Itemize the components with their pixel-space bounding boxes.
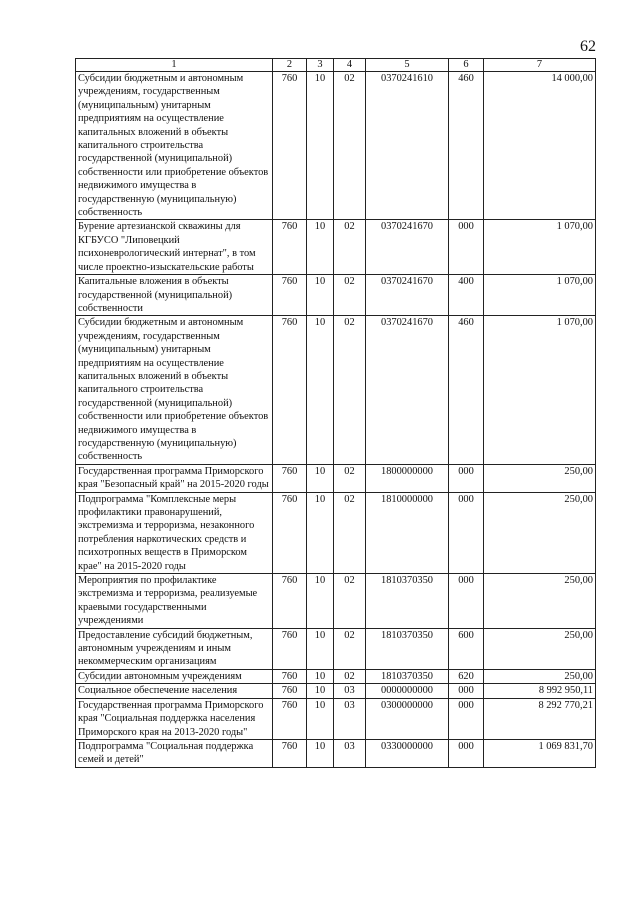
row-amount: 250,00 bbox=[484, 464, 596, 492]
row-amount: 1 070,00 bbox=[484, 316, 596, 464]
row-code-expense-type: 620 bbox=[449, 669, 484, 683]
row-name: Мероприятия по профилактике экстремизма и терроризма, реализуемые краевыми государственными учреждениями bbox=[76, 574, 273, 629]
row-code-ministry: 760 bbox=[273, 684, 307, 698]
row-code-section: 10 bbox=[307, 684, 334, 698]
row-amount: 1 069 831,70 bbox=[484, 739, 596, 767]
row-code-section: 10 bbox=[307, 739, 334, 767]
row-amount: 1 070,00 bbox=[484, 220, 596, 275]
row-code-article: 0370241670 bbox=[366, 316, 449, 464]
row-code-expense-type: 000 bbox=[449, 574, 484, 629]
row-code-section: 10 bbox=[307, 464, 334, 492]
row-name: Подпрограмма "Социальная поддержка семей и детей" bbox=[76, 739, 273, 767]
row-name: Подпрограмма "Комплексные меры профилактики правонарушений, экстремизма и терроризма, незаконного потребления наркотических средств и психотропных веществ в Приморском крае" на 2015-2020 годы bbox=[76, 492, 273, 573]
row-amount: 250,00 bbox=[484, 669, 596, 683]
row-code-expense-type: 000 bbox=[449, 739, 484, 767]
row-code-article: 1810370350 bbox=[366, 669, 449, 683]
table-row bbox=[76, 316, 596, 464]
row-code-article: 0330000000 bbox=[366, 739, 449, 767]
row-code-expense-type: 460 bbox=[449, 316, 484, 464]
row-code-expense-type: 460 bbox=[449, 72, 484, 220]
row-name: Бурение артезианской скважины для КГБУСО "Липовецкий психоневрологический интернат", в том числе проектно-изыскательские работы bbox=[76, 220, 273, 275]
row-code-section: 10 bbox=[307, 275, 334, 316]
table-row bbox=[76, 739, 596, 767]
row-code-section: 10 bbox=[307, 628, 334, 669]
row-name: Субсидии бюджетным и автономным учреждениям, государственным (муниципальным) унитарным предприятиям на осуществление капитальных вложений в объекты капитального строительства государственной (муниципальной) собственности или приобретение объектов недвижимого имущества в государственную (муниципальную) собственность bbox=[76, 72, 273, 220]
row-code-article: 0370241610 bbox=[366, 72, 449, 220]
table-row bbox=[76, 669, 596, 683]
row-code-article: 1800000000 bbox=[366, 464, 449, 492]
row-code-article: 0300000000 bbox=[366, 698, 449, 739]
row-name: Предоставление субсидий бюджетным, автономным учреждениям и иным некоммерческим организациям bbox=[76, 628, 273, 669]
table-row bbox=[76, 698, 596, 739]
row-code-section: 10 bbox=[307, 316, 334, 464]
row-name: Социальное обеспечение населения bbox=[76, 684, 273, 698]
column-header: 1 bbox=[76, 59, 273, 72]
row-code-expense-type: 600 bbox=[449, 628, 484, 669]
row-code-article: 1810000000 bbox=[366, 492, 449, 573]
row-code-subsection: 02 bbox=[334, 628, 366, 669]
column-header: 2 bbox=[273, 59, 307, 72]
table-row bbox=[76, 72, 596, 220]
row-code-subsection: 02 bbox=[334, 316, 366, 464]
row-code-article: 0000000000 bbox=[366, 684, 449, 698]
row-code-subsection: 02 bbox=[334, 492, 366, 573]
row-code-subsection: 03 bbox=[334, 739, 366, 767]
row-code-subsection: 02 bbox=[334, 275, 366, 316]
row-code-expense-type: 000 bbox=[449, 684, 484, 698]
row-code-article: 1810370350 bbox=[366, 574, 449, 629]
row-code-expense-type: 000 bbox=[449, 464, 484, 492]
row-code-ministry: 760 bbox=[273, 220, 307, 275]
row-amount: 250,00 bbox=[484, 492, 596, 573]
row-code-section: 10 bbox=[307, 72, 334, 220]
row-code-ministry: 760 bbox=[273, 316, 307, 464]
row-code-section: 10 bbox=[307, 669, 334, 683]
row-code-ministry: 760 bbox=[273, 739, 307, 767]
row-code-ministry: 760 bbox=[273, 669, 307, 683]
row-code-section: 10 bbox=[307, 220, 334, 275]
row-amount: 14 000,00 bbox=[484, 72, 596, 220]
row-code-subsection: 02 bbox=[334, 220, 366, 275]
row-amount: 250,00 bbox=[484, 628, 596, 669]
row-amount: 1 070,00 bbox=[484, 275, 596, 316]
row-code-expense-type: 000 bbox=[449, 698, 484, 739]
table-row bbox=[76, 574, 596, 629]
table-row bbox=[76, 684, 596, 698]
header-row bbox=[76, 59, 596, 72]
page-number: 62 bbox=[580, 38, 596, 55]
row-code-subsection: 02 bbox=[334, 574, 366, 629]
row-code-subsection: 03 bbox=[334, 698, 366, 739]
row-code-article: 0370241670 bbox=[366, 275, 449, 316]
row-name: Капитальные вложения в объекты государственной (муниципальной) собственности bbox=[76, 275, 273, 316]
row-code-expense-type: 000 bbox=[449, 492, 484, 573]
row-code-section: 10 bbox=[307, 698, 334, 739]
budget-table bbox=[75, 58, 596, 768]
row-amount: 8 292 770,21 bbox=[484, 698, 596, 739]
table-row bbox=[76, 492, 596, 573]
row-code-ministry: 760 bbox=[273, 492, 307, 573]
row-code-section: 10 bbox=[307, 574, 334, 629]
row-code-subsection: 02 bbox=[334, 669, 366, 683]
row-amount: 250,00 bbox=[484, 574, 596, 629]
row-code-article: 1810370350 bbox=[366, 628, 449, 669]
column-header: 3 bbox=[307, 59, 334, 72]
row-code-ministry: 760 bbox=[273, 464, 307, 492]
row-code-ministry: 760 bbox=[273, 72, 307, 220]
column-header: 4 bbox=[334, 59, 366, 72]
row-code-ministry: 760 bbox=[273, 574, 307, 629]
column-header: 5 bbox=[366, 59, 449, 72]
row-amount: 8 992 950,11 bbox=[484, 684, 596, 698]
table-row bbox=[76, 275, 596, 316]
column-header: 7 bbox=[484, 59, 596, 72]
row-code-article: 0370241670 bbox=[366, 220, 449, 275]
column-header: 6 bbox=[449, 59, 484, 72]
row-code-subsection: 02 bbox=[334, 464, 366, 492]
row-code-section: 10 bbox=[307, 492, 334, 573]
row-name: Государственная программа Приморского края "Социальная поддержка населения Приморского края на 2013-2020 годы" bbox=[76, 698, 273, 739]
row-code-expense-type: 400 bbox=[449, 275, 484, 316]
row-code-ministry: 760 bbox=[273, 628, 307, 669]
table-row bbox=[76, 220, 596, 275]
row-name: Государственная программа Приморского края "Безопасный край" на 2015-2020 годы bbox=[76, 464, 273, 492]
row-code-expense-type: 000 bbox=[449, 220, 484, 275]
row-code-subsection: 02 bbox=[334, 72, 366, 220]
table-row bbox=[76, 464, 596, 492]
row-name: Субсидии бюджетным и автономным учреждениям, государственным (муниципальным) унитарным предприятиям на осуществление капитальных вложений в объекты капитального строительства государственной (муниципальной) собственности или приобретение объектов недвижимого имущества в государственную (муниципальную) собственность bbox=[76, 316, 273, 464]
row-code-ministry: 760 bbox=[273, 698, 307, 739]
table-row bbox=[76, 628, 596, 669]
row-code-subsection: 03 bbox=[334, 684, 366, 698]
row-name: Субсидии автономным учреждениям bbox=[76, 669, 273, 683]
row-code-ministry: 760 bbox=[273, 275, 307, 316]
